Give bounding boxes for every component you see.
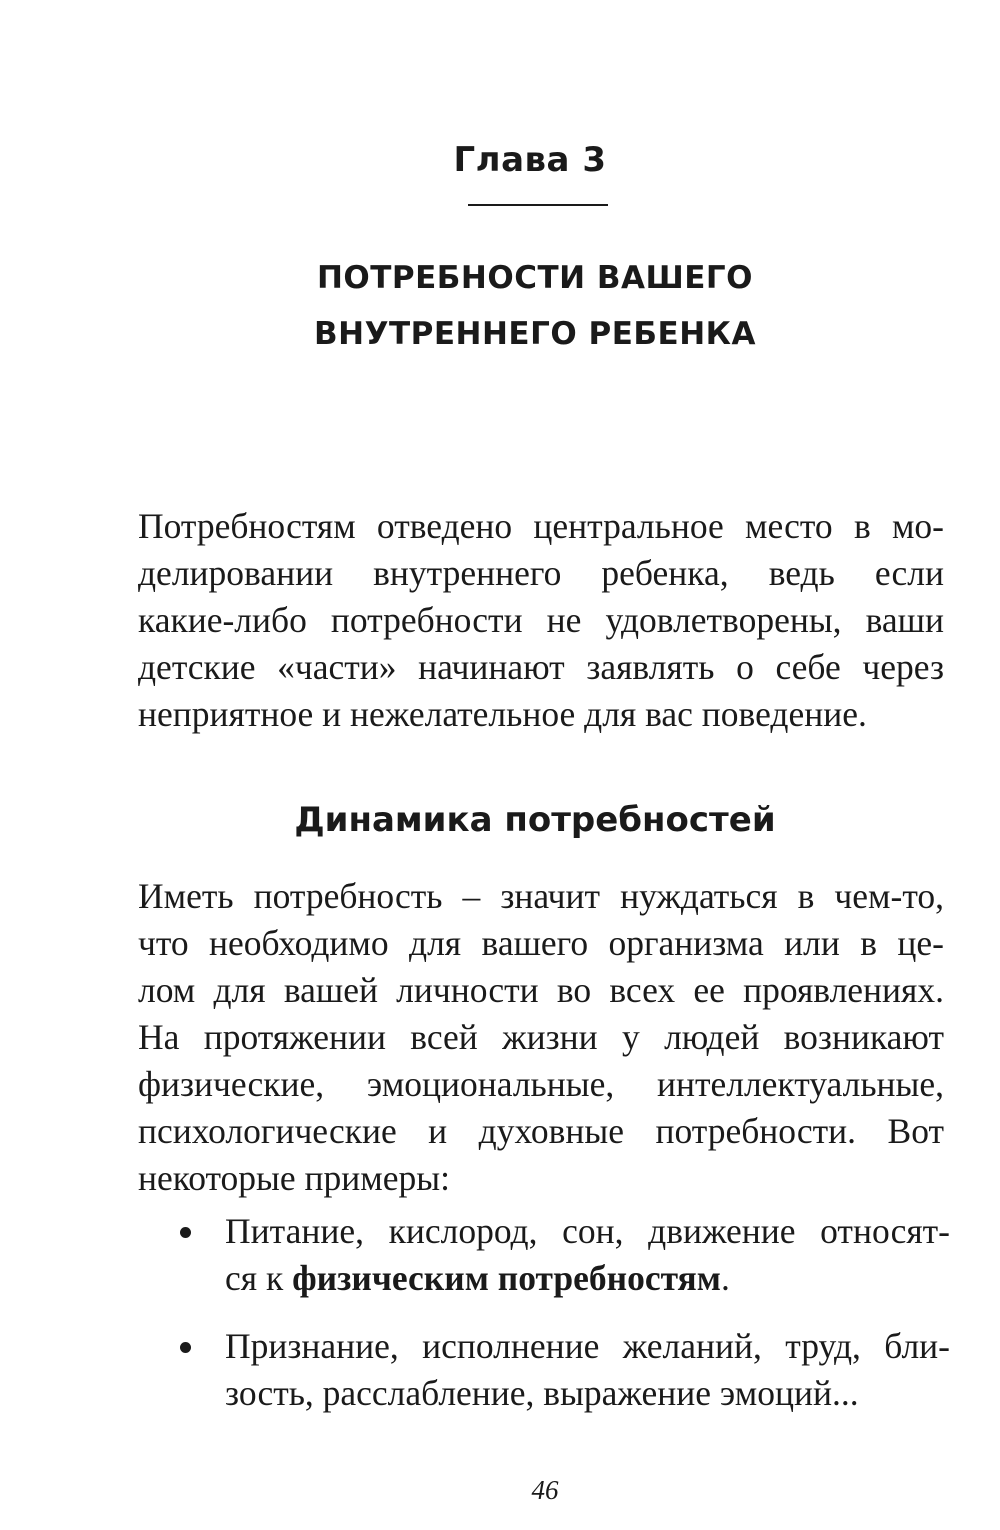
section-heading: Динамика потребностей	[294, 800, 776, 840]
paragraph-line: Потребностям отведено центральное место в мо-	[138, 506, 944, 546]
paragraph-line: лом для вашей личности во всех ее проявлениях.	[138, 970, 944, 1010]
paragraph-line: делировании внутреннего ребенка, ведь если	[138, 553, 944, 593]
bullet-dot-icon	[180, 1342, 191, 1353]
paragraph-line: какие-либо потребности не удовлетворены, ваши	[138, 600, 944, 640]
chapter-title-line: ПОТРЕБНОСТИ ВАШЕГО	[316, 260, 754, 296]
bullet-text: ся к	[225, 1258, 293, 1298]
bullet-line	[225, 1255, 950, 1302]
paragraph-line: неприятное и нежелательное для вас поведение.	[138, 694, 867, 734]
bullet-item	[170, 1208, 950, 1302]
chapter-title-line: ВНУТРЕННЕГО РЕБЕНКА	[314, 316, 756, 352]
paragraph-line: Иметь потребность – значит нуждаться в чем-то,	[138, 876, 944, 916]
bullet-text: .	[720, 1258, 730, 1298]
paragraph-line: детские «части» начинают заявлять о себе через	[138, 647, 944, 687]
paragraph-line: физические, эмоциональные, интеллектуальные,	[138, 1064, 944, 1104]
bullet-line: Питание, кислород, сон, движение относят-	[225, 1211, 950, 1251]
bullet-line: Признание, исполнение желаний, труд, бли-	[225, 1326, 950, 1366]
paragraph-line: психологические и духовные потребности. Вот	[138, 1111, 944, 1151]
bullet-bold-text: физическим потребностям	[292, 1258, 721, 1298]
paragraph-line: некоторые примеры:	[138, 1158, 450, 1198]
bullet-line: зость, расслабление, выражение эмоций...	[225, 1373, 859, 1413]
chapter-label: Глава 3	[453, 140, 607, 180]
paragraph-line: что необходимо для вашего организма или в це-	[138, 923, 944, 963]
paragraph-line: На протяжении всей жизни у людей возникают	[138, 1017, 944, 1057]
bullet-list	[170, 1208, 950, 1417]
chapter-title	[0, 250, 1000, 362]
page-number: 46	[531, 1475, 559, 1505]
body-paragraph	[138, 873, 944, 1202]
chapter-divider	[468, 204, 608, 206]
bullet-item	[170, 1323, 950, 1417]
bullet-dot-icon	[180, 1227, 191, 1238]
intro-paragraph	[138, 503, 944, 738]
